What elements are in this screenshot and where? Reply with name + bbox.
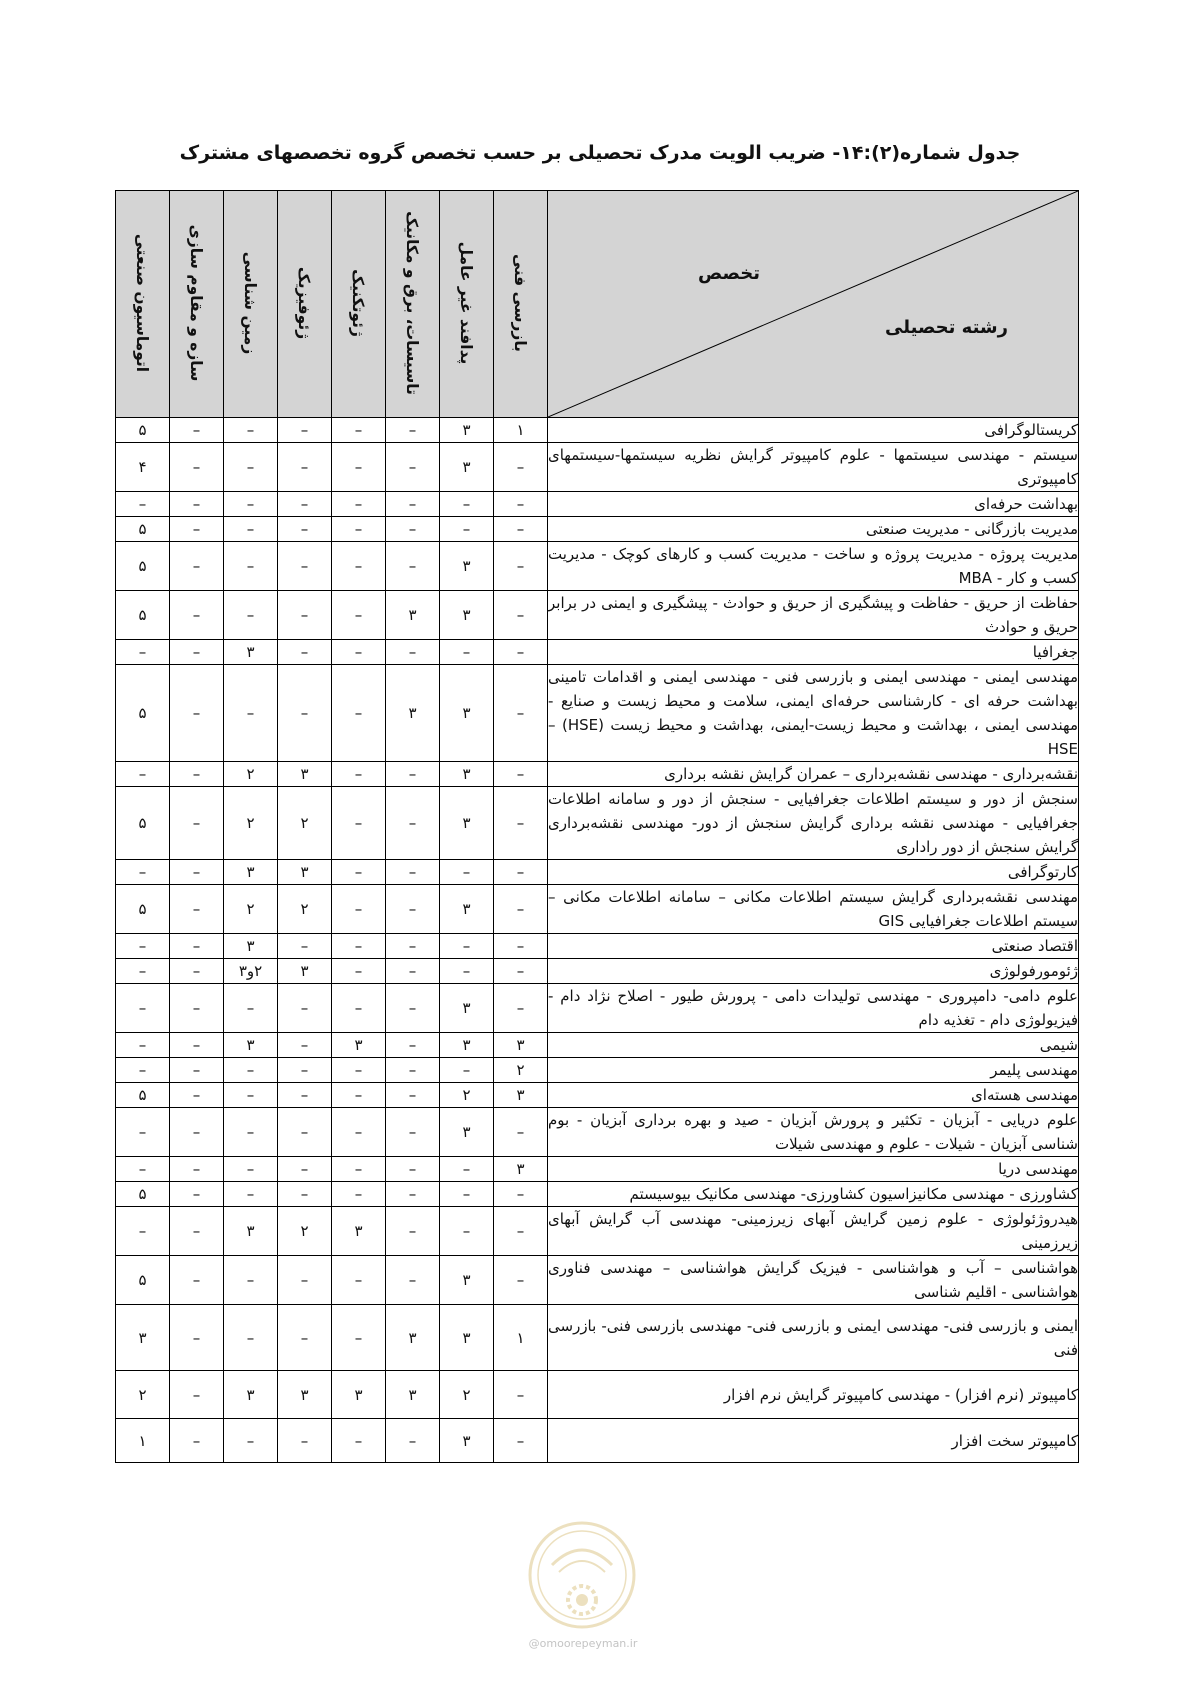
- table-row: [116, 1157, 1079, 1182]
- row-value-cell: ۲: [116, 1371, 170, 1419]
- row-value-cell: –: [224, 1256, 278, 1305]
- row-value-cell: –: [116, 934, 170, 959]
- row-field-name: کامپیوتر (نرم افزار) - مهندسی کامپیوتر گرایش نرم افزار: [548, 1371, 1079, 1419]
- row-value-cell: ۳: [440, 443, 494, 492]
- row-value-cell: –: [116, 762, 170, 787]
- row-value-cell: –: [224, 1058, 278, 1083]
- row-value-cell: ۲: [224, 762, 278, 787]
- row-value-cell: ۳: [224, 1207, 278, 1256]
- row-value-cell: ۳: [440, 1305, 494, 1371]
- row-value-cell: –: [116, 1108, 170, 1157]
- row-value-cell: ۲: [278, 787, 332, 860]
- row-value-cell: –: [440, 492, 494, 517]
- row-value-cell: –: [278, 1157, 332, 1182]
- row-value-cell: –: [170, 787, 224, 860]
- table-row: [116, 1371, 1079, 1419]
- row-value-cell: –: [386, 1182, 440, 1207]
- table-row: [116, 1083, 1079, 1108]
- header-corner-cell: [548, 191, 1079, 418]
- row-value-cell: ۳: [440, 787, 494, 860]
- row-value-cell: –: [332, 1256, 386, 1305]
- table-title: جدول شماره(۲):۱۴- ضریب الویت مدرک تحصیلی بر حسب تخصص گروه تخصصهای مشترک: [179, 142, 1021, 164]
- table-row: [116, 934, 1079, 959]
- row-value-cell: ۳: [440, 885, 494, 934]
- header-col-passive-defense: پدافند غیر عامل: [440, 191, 494, 418]
- row-value-cell: –: [440, 1157, 494, 1182]
- header-col-geotechnics: ژئوتکنیک: [332, 191, 386, 418]
- row-value-cell: –: [494, 860, 548, 885]
- row-field-name: سنجش از دور و سیستم اطلاعات جغرافیایی - سنجش از دور و سامانه اطلاعات جغرافیایی - مهندسی نقشه برداری گرایش سنجش از دور- مهندسی نقشه‌برداری گرایش سنجش از دور راداری: [548, 787, 1079, 860]
- row-value-cell: –: [332, 934, 386, 959]
- header-col-industrial-automation: اتوماسیون صنعتی: [116, 191, 170, 418]
- row-value-cell: –: [386, 418, 440, 443]
- table-header-row: [116, 191, 1079, 418]
- row-value-cell: –: [116, 1207, 170, 1256]
- header-col-structure-retrofit: سازه و مقاوم سازی: [170, 191, 224, 418]
- row-value-cell: –: [386, 1058, 440, 1083]
- row-value-cell: –: [332, 1305, 386, 1371]
- row-value-cell: –: [116, 860, 170, 885]
- row-value-cell: –: [386, 1207, 440, 1256]
- row-value-cell: –: [332, 762, 386, 787]
- table-row: [116, 1058, 1079, 1083]
- row-value-cell: –: [494, 443, 548, 492]
- row-value-cell: –: [332, 443, 386, 492]
- watermark-logo: [527, 1520, 637, 1630]
- row-value-cell: –: [116, 640, 170, 665]
- row-field-name: شیمی: [548, 1033, 1079, 1058]
- row-field-name: ژئومورفولوژی: [548, 959, 1079, 984]
- row-value-cell: –: [278, 1305, 332, 1371]
- row-value-cell: –: [332, 787, 386, 860]
- row-value-cell: –: [116, 1157, 170, 1182]
- row-field-name: مهندسی پلیمر: [548, 1058, 1079, 1083]
- row-field-name: مهندسی دریا: [548, 1157, 1079, 1182]
- row-value-cell: –: [440, 860, 494, 885]
- row-value-cell: –: [440, 1182, 494, 1207]
- row-value-cell: –: [170, 1207, 224, 1256]
- table-row: [116, 984, 1079, 1033]
- row-value-cell: –: [116, 492, 170, 517]
- row-value-cell: ۳: [224, 640, 278, 665]
- row-value-cell: ۵: [116, 1083, 170, 1108]
- row-value-cell: –: [224, 542, 278, 591]
- row-value-cell: –: [278, 517, 332, 542]
- table-row: [116, 860, 1079, 885]
- row-value-cell: –: [494, 665, 548, 762]
- row-value-cell: ۳: [386, 1305, 440, 1371]
- row-value-cell: ۳: [440, 1108, 494, 1157]
- table-row: [116, 443, 1079, 492]
- table-row: [116, 591, 1079, 640]
- row-value-cell: –: [494, 787, 548, 860]
- row-value-cell: ۳: [332, 1033, 386, 1058]
- specialty-coefficient-table: [115, 190, 1079, 1463]
- table-row: [116, 1207, 1079, 1256]
- row-value-cell: –: [170, 762, 224, 787]
- header-col-geophysics: ژئوفیزیک: [278, 191, 332, 418]
- row-value-cell: ۳: [386, 665, 440, 762]
- row-value-cell: –: [278, 591, 332, 640]
- row-value-cell: ۳: [440, 665, 494, 762]
- row-value-cell: ۳: [440, 762, 494, 787]
- row-value-cell: ۵: [116, 542, 170, 591]
- row-field-name: مهندسی هسته‌ای: [548, 1083, 1079, 1108]
- row-value-cell: ۳: [278, 860, 332, 885]
- row-value-cell: –: [224, 1419, 278, 1463]
- row-value-cell: ۵: [116, 418, 170, 443]
- row-value-cell: –: [386, 787, 440, 860]
- row-value-cell: –: [170, 1305, 224, 1371]
- row-value-cell: ۳: [278, 1371, 332, 1419]
- row-field-name: مهندسی نقشه‌برداری گرایش سیستم اطلاعات مکانی – سامانه اطلاعات مکانی – سیستم اطلاعات جغرافیایی GIS: [548, 885, 1079, 934]
- row-field-name: کامپیوتر سخت افزار: [548, 1419, 1079, 1463]
- row-value-cell: –: [386, 885, 440, 934]
- row-value-cell: –: [170, 1083, 224, 1108]
- row-value-cell: –: [170, 591, 224, 640]
- row-field-name: جغرافیا: [548, 640, 1079, 665]
- row-value-cell: –: [332, 1083, 386, 1108]
- row-value-cell: –: [386, 860, 440, 885]
- table-row: [116, 787, 1079, 860]
- row-value-cell: –: [170, 984, 224, 1033]
- row-value-cell: ۲: [440, 1083, 494, 1108]
- row-value-cell: –: [332, 492, 386, 517]
- row-value-cell: –: [116, 959, 170, 984]
- row-value-cell: –: [170, 885, 224, 934]
- row-value-cell: ۳: [440, 542, 494, 591]
- row-value-cell: –: [116, 984, 170, 1033]
- header-col-technical-inspection: بازرسی فنی: [494, 191, 548, 418]
- row-value-cell: –: [170, 640, 224, 665]
- row-value-cell: ۴: [116, 443, 170, 492]
- row-value-cell: –: [224, 591, 278, 640]
- row-value-cell: –: [386, 984, 440, 1033]
- row-value-cell: –: [386, 640, 440, 665]
- row-value-cell: –: [332, 885, 386, 934]
- row-value-cell: ۵: [116, 1182, 170, 1207]
- row-value-cell: –: [332, 1419, 386, 1463]
- row-value-cell: –: [278, 934, 332, 959]
- row-value-cell: –: [278, 640, 332, 665]
- row-value-cell: –: [386, 492, 440, 517]
- row-value-cell: ۳: [440, 984, 494, 1033]
- row-value-cell: ۱: [494, 1305, 548, 1371]
- row-value-cell: –: [170, 959, 224, 984]
- row-value-cell: ۲: [278, 1207, 332, 1256]
- row-value-cell: ۳: [278, 762, 332, 787]
- corner-diagonal-line: [548, 191, 1078, 417]
- row-value-cell: –: [170, 542, 224, 591]
- row-value-cell: ۵: [116, 665, 170, 762]
- row-value-cell: –: [494, 1256, 548, 1305]
- row-field-name: حفاظت از حریق - حفاظت و پیشگیری از حریق و حوادث - پیشگیری و ایمنی در برابر حریق و حوادث: [548, 591, 1079, 640]
- row-field-name: نقشه‌برداری - مهندسی نقشه‌برداری – عمران گرایش نقشه برداری: [548, 762, 1079, 787]
- row-value-cell: –: [440, 640, 494, 665]
- row-field-name: مدیریت پروژه - مدیریت پروژه و ساخت - مدیریت کسب و کارهای کوچک - مدیریت کسب و کار - MBA: [548, 542, 1079, 591]
- row-value-cell: ۳: [440, 418, 494, 443]
- row-value-cell: –: [170, 1058, 224, 1083]
- row-value-cell: –: [332, 418, 386, 443]
- row-value-cell: ۲: [278, 885, 332, 934]
- row-value-cell: –: [386, 934, 440, 959]
- row-field-name: هیدروژئولوژی - علوم زمین گرایش آبهای زیرزمینی- مهندسی آب گرایش آبهای زیرزمینی: [548, 1207, 1079, 1256]
- row-value-cell: ۳: [386, 1371, 440, 1419]
- row-value-cell: –: [170, 517, 224, 542]
- row-value-cell: –: [386, 1108, 440, 1157]
- row-value-cell: –: [224, 517, 278, 542]
- table-row: [116, 1256, 1079, 1305]
- row-value-cell: –: [440, 1207, 494, 1256]
- row-value-cell: –: [278, 1256, 332, 1305]
- table-row: [116, 885, 1079, 934]
- row-value-cell: –: [494, 492, 548, 517]
- table-row: [116, 959, 1079, 984]
- row-value-cell: –: [440, 934, 494, 959]
- row-value-cell: –: [332, 517, 386, 542]
- table-row: [116, 665, 1079, 762]
- row-value-cell: –: [332, 640, 386, 665]
- row-value-cell: –: [170, 1033, 224, 1058]
- row-value-cell: ۳: [440, 1419, 494, 1463]
- row-value-cell: –: [494, 984, 548, 1033]
- row-value-cell: –: [494, 1371, 548, 1419]
- table-row: [116, 762, 1079, 787]
- row-value-cell: –: [494, 591, 548, 640]
- row-value-cell: –: [332, 591, 386, 640]
- row-value-cell: –: [494, 762, 548, 787]
- row-value-cell: ۳: [278, 959, 332, 984]
- row-value-cell: ۳: [224, 1033, 278, 1058]
- row-field-name: کشاورزی - مهندسی مکانیزاسیون کشاورزی- مهندسی مکانیک بیوسیستم: [548, 1182, 1079, 1207]
- row-field-name: ایمنی و بازرسی فنی- مهندسی ایمنی و بازرسی فنی- مهندسی بازرسی فنی- بازرسی فنی: [548, 1305, 1079, 1371]
- row-value-cell: ۳: [224, 934, 278, 959]
- row-value-cell: –: [386, 1083, 440, 1108]
- row-value-cell: ۵: [116, 885, 170, 934]
- row-field-name: بهداشت حرفه‌ای: [548, 492, 1079, 517]
- row-value-cell: ۳: [494, 1033, 548, 1058]
- row-value-cell: ۵: [116, 1256, 170, 1305]
- row-value-cell: –: [116, 1058, 170, 1083]
- row-value-cell: –: [494, 1419, 548, 1463]
- row-value-cell: –: [332, 1182, 386, 1207]
- row-field-name: مهندسی ایمنی - مهندسی ایمنی و بازرسی فنی - مهندسی ایمنی و اقدامات تامینی بهداشت حرفه ای - کارشناسی حرفه‌ای ایمنی، سلامت و محیط زیست و صنایع - مهندسی ایمنی ، بهداشت و محیط زیست-ایمنی، بهداشت و محیط زیست (HSE) – HSE: [548, 665, 1079, 762]
- row-field-name: مدیریت بازرگانی - مدیریت صنعتی: [548, 517, 1079, 542]
- row-value-cell: –: [170, 1256, 224, 1305]
- row-field-name: کارتوگرافی: [548, 860, 1079, 885]
- row-value-cell: –: [224, 492, 278, 517]
- row-value-cell: –: [386, 959, 440, 984]
- row-value-cell: –: [224, 418, 278, 443]
- row-value-cell: –: [494, 517, 548, 542]
- row-value-cell: –: [224, 443, 278, 492]
- row-field-name: سیستم - مهندسی سیستمها - علوم کامپیوتر گرایش نظریه سیستمها-سیستمهای کامپیوتری: [548, 443, 1079, 492]
- table-row: [116, 1419, 1079, 1463]
- row-value-cell: –: [224, 984, 278, 1033]
- row-value-cell: –: [278, 1182, 332, 1207]
- row-value-cell: –: [386, 443, 440, 492]
- row-value-cell: –: [278, 443, 332, 492]
- row-value-cell: –: [278, 1033, 332, 1058]
- row-value-cell: –: [494, 1108, 548, 1157]
- watermark-handle: @omoorepeyman.ir: [528, 1637, 638, 1650]
- header-col-installations: تاسیسات، برق و مکانیک: [386, 191, 440, 418]
- row-value-cell: –: [278, 492, 332, 517]
- row-value-cell: –: [440, 1058, 494, 1083]
- row-value-cell: –: [332, 984, 386, 1033]
- table-row: [116, 517, 1079, 542]
- table-row: [116, 492, 1079, 517]
- row-field-name: هواشناسی – آب و هواشناسی - فیزیک گرایش هواشناسی – مهندسی فناوری هواشناسی - اقلیم شناسی: [548, 1256, 1079, 1305]
- row-value-cell: –: [224, 1305, 278, 1371]
- row-value-cell: –: [170, 443, 224, 492]
- table-body: [116, 418, 1079, 1463]
- row-value-cell: ۲و۳: [224, 959, 278, 984]
- row-value-cell: –: [278, 542, 332, 591]
- row-value-cell: –: [278, 1058, 332, 1083]
- row-value-cell: ۳: [494, 1157, 548, 1182]
- row-value-cell: –: [116, 1033, 170, 1058]
- row-value-cell: –: [494, 1182, 548, 1207]
- table-row: [116, 1033, 1079, 1058]
- table-row: [116, 1108, 1079, 1157]
- row-value-cell: –: [170, 934, 224, 959]
- row-value-cell: –: [170, 1371, 224, 1419]
- row-value-cell: ۱: [116, 1419, 170, 1463]
- row-value-cell: –: [494, 934, 548, 959]
- row-value-cell: –: [278, 1083, 332, 1108]
- row-value-cell: –: [386, 762, 440, 787]
- row-value-cell: ۲: [494, 1058, 548, 1083]
- row-value-cell: –: [278, 665, 332, 762]
- table-row: [116, 542, 1079, 591]
- row-value-cell: –: [440, 517, 494, 542]
- row-value-cell: –: [170, 860, 224, 885]
- row-value-cell: ۵: [116, 591, 170, 640]
- row-value-cell: –: [386, 1419, 440, 1463]
- row-value-cell: –: [170, 665, 224, 762]
- row-value-cell: –: [494, 1207, 548, 1256]
- header-field-label: رشته تحصیلی: [885, 317, 1008, 338]
- row-value-cell: –: [224, 1108, 278, 1157]
- row-value-cell: –: [332, 959, 386, 984]
- row-value-cell: ۱: [494, 418, 548, 443]
- table-row: [116, 418, 1079, 443]
- row-value-cell: ۳: [116, 1305, 170, 1371]
- row-value-cell: ۲: [224, 885, 278, 934]
- header-col-geology: زمین شناسی: [224, 191, 278, 418]
- row-value-cell: –: [278, 984, 332, 1033]
- row-value-cell: –: [332, 542, 386, 591]
- row-value-cell: ۲: [224, 787, 278, 860]
- row-value-cell: –: [170, 1108, 224, 1157]
- row-value-cell: –: [332, 665, 386, 762]
- row-value-cell: ۵: [116, 787, 170, 860]
- row-value-cell: –: [494, 885, 548, 934]
- row-value-cell: –: [332, 1058, 386, 1083]
- row-value-cell: –: [386, 1256, 440, 1305]
- row-value-cell: ۳: [224, 860, 278, 885]
- row-value-cell: –: [386, 542, 440, 591]
- table-row: [116, 1305, 1079, 1371]
- row-field-name: علوم دریایی - آبزیان - تکثیر و پرورش آبزیان - صید و بهره برداری آبزیان - بوم شناسی آبزیان - شیلات - علوم و مهندسی شیلات: [548, 1108, 1079, 1157]
- row-value-cell: –: [224, 665, 278, 762]
- row-value-cell: ۲: [440, 1371, 494, 1419]
- row-value-cell: ۳: [332, 1371, 386, 1419]
- row-value-cell: –: [440, 959, 494, 984]
- row-value-cell: –: [494, 640, 548, 665]
- row-value-cell: –: [170, 418, 224, 443]
- row-field-name: کریستالوگرافی: [548, 418, 1079, 443]
- row-value-cell: ۳: [494, 1083, 548, 1108]
- row-value-cell: –: [170, 1182, 224, 1207]
- row-value-cell: –: [278, 1419, 332, 1463]
- row-value-cell: –: [386, 517, 440, 542]
- row-value-cell: –: [494, 542, 548, 591]
- row-value-cell: ۳: [386, 591, 440, 640]
- row-value-cell: ۵: [116, 517, 170, 542]
- row-value-cell: –: [332, 1157, 386, 1182]
- row-value-cell: ۳: [332, 1207, 386, 1256]
- row-value-cell: –: [224, 1182, 278, 1207]
- table-row: [116, 1182, 1079, 1207]
- row-value-cell: –: [332, 1108, 386, 1157]
- row-value-cell: ۳: [440, 1033, 494, 1058]
- row-field-name: اقتصاد صنعتی: [548, 934, 1079, 959]
- table-row: [116, 640, 1079, 665]
- row-value-cell: –: [278, 1108, 332, 1157]
- row-value-cell: –: [224, 1157, 278, 1182]
- row-value-cell: –: [170, 1419, 224, 1463]
- row-value-cell: –: [170, 492, 224, 517]
- row-value-cell: ۳: [440, 1256, 494, 1305]
- row-value-cell: –: [170, 1157, 224, 1182]
- row-value-cell: ۳: [440, 591, 494, 640]
- row-value-cell: –: [494, 959, 548, 984]
- row-value-cell: –: [332, 860, 386, 885]
- row-value-cell: –: [224, 1083, 278, 1108]
- row-value-cell: –: [386, 1157, 440, 1182]
- row-field-name: علوم دامی- دامپروری - مهندسی تولیدات دامی - پرورش طیور - اصلاح نژاد دام - فیزیولوژی دام - تغذیه دام: [548, 984, 1079, 1033]
- row-value-cell: ۳: [224, 1371, 278, 1419]
- row-value-cell: –: [278, 418, 332, 443]
- header-specialty-label: تخصص: [698, 263, 761, 284]
- row-value-cell: –: [386, 1033, 440, 1058]
